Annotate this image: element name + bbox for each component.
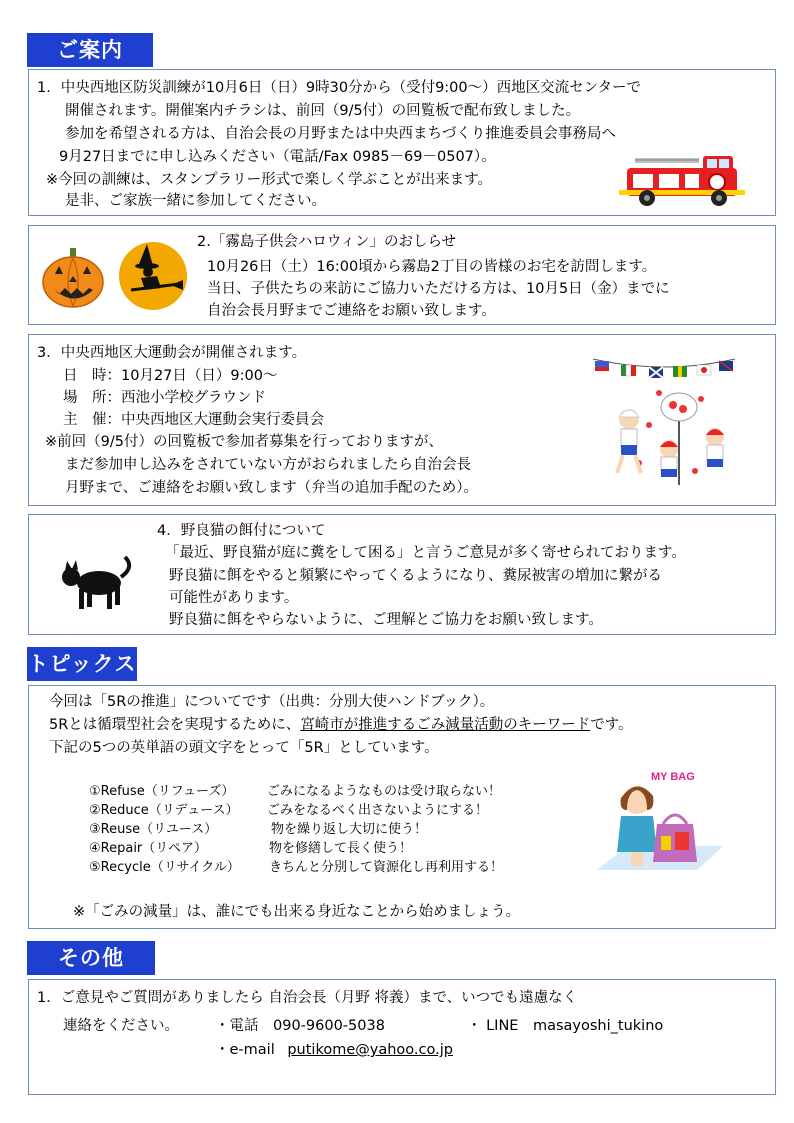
notice-text: 当日、子供たちの来訪にご協力いただける方は、10月5日（金）までに [207,281,670,297]
notice-text: 開催されます。開催案内チラシは、前回（9/5付）の回覧板で配布致しました。 [65,103,581,119]
five-r-desc: ごみになるようなものは受け取らない！ [267,784,502,799]
five-r-term: ①Refuse（リフューズ） [89,784,235,799]
five-r-desc: ごみをなるべく出さないようにする！ [267,803,489,818]
five-r-term: ②Reduce（リデュース） [89,803,239,818]
topics-definition [49,715,633,736]
five-r-desc: 物を繰り返し大切に使う！ [271,822,428,837]
notice-text: 9月27日までに申し込みください（電話/Fax 0985－69－0507）。 [59,149,496,165]
topics-box [28,685,776,929]
notice-box-halloween [28,225,776,325]
five-r-term: ④Repair（リペア） [89,841,208,856]
black-cat-icon [55,553,135,613]
bag-label: MY BAG [651,771,695,783]
section-header-guide: ご案内 [27,33,153,67]
email-link[interactable]: putikome@yahoo.co.jp [287,1042,453,1058]
topics-text: 5Rとは循環型社会を実現するために、 [49,717,301,733]
notice-text: 「最近、野良猫が庭に糞をして困る」と言うご意見が多く寄せられております。 [165,545,686,561]
email-label: ・e-mail [215,1042,275,1058]
notice-box-sports-day [28,334,776,506]
sports-day-illustration [589,345,739,495]
fire-truck-illustration [619,150,759,210]
witch-moon-icon [117,240,189,312]
topics-intro: 今回は「5Rの推進」についてです（出典：分別大使ハンドブック）。 [49,694,495,710]
pumpkin-icon [41,246,105,310]
notice-title: 2.「霧島子供会ハロウィン」のおしらせ [197,234,457,250]
contact-box [28,979,776,1095]
topics-keyword: 宮崎市が推進するごみ減量活動のキーワード [300,717,591,733]
notice-title: 4．野良猫の餌付について [157,523,326,539]
five-r-term: ⑤Recycle（リサイクル） [89,860,240,875]
section-header-other: その他 [27,941,155,975]
topics-text: です。 [590,717,633,733]
notice-text: 野良猫に餌をやらないように、ご理解とご協力をお願い致します。 [169,612,603,628]
notice-text: 自治会長月野までご連絡をお願い致します。 [207,303,496,319]
notice-text: 野良猫に餌をやると頻繁にやってくるようになり、糞尿被害の増加に繋がる [169,568,662,584]
notice-text: まだ参加申し込みをされていない方がおられましたら自治会長 [65,457,471,473]
event-place: 場 所：西池小学校グラウンド [63,390,266,406]
notice-text: 参加を希望される方は、自治会長の月野または中央西まちづくり推進委員会事務局へ [65,126,616,142]
topics-note: ※「ごみの減量」は、誰にでも出来る身近なことから始めましょう。 [73,904,521,920]
notice-box-drill [28,69,776,216]
contact-phone: ・電話 090-9600-5038 [215,1018,385,1034]
notice-text: 可能性があります。 [169,590,299,606]
shopping-girl-illustration [597,766,727,876]
five-r-term: ③Reuse（リユース） [89,822,218,837]
notice-text: ※今回の訓練は、スタンプラリー形式で楽しく学ぶことが出来ます。 [46,172,492,188]
five-r-desc: きちんと分別して資源化し再利用する！ [269,860,504,875]
notice-text: 月野まで、ご連絡をお願い致します（弁当の追加手配のため）。 [65,480,478,496]
contact-text: 連絡をください。 [63,1018,179,1034]
notice-text: 是非、ご家族一緒に参加してください。 [65,193,326,209]
section-header-topics: トピックス [27,647,137,681]
notice-title: 3．中央西地区大運動会が開催されます。 [37,345,307,361]
contact-text: 1．ご意見やご質問がありましたら 自治会長（月野 将義）まで、いつでも遠慮なく [37,990,578,1006]
notice-text: 1．中央西地区防災訓練が10月6日（日）9時30分から（受付9:00～）西地区交流センターで [37,80,642,96]
topics-text: 下記の5つの英単語の頭文字をとって「5R」としています。 [49,740,439,756]
notice-box-stray-cats [28,514,776,635]
five-r-desc: 物を修繕して長く使う！ [269,841,413,856]
notice-text: ※前回（9/5付）の回覧板で参加者募集を行っておりますが、 [45,434,443,450]
event-host: 主 催：中央西地区大運動会実行委員会 [63,412,324,428]
notice-text: 10月26日（土）16:00頃から霧島2丁目の皆様のお宅を訪問します。 [207,259,657,275]
contact-email-row [215,1040,453,1061]
contact-line: ・ LINE masayoshi_tukino [467,1018,664,1034]
event-date: 日 時：10月27日（日）9:00～ [63,368,278,384]
